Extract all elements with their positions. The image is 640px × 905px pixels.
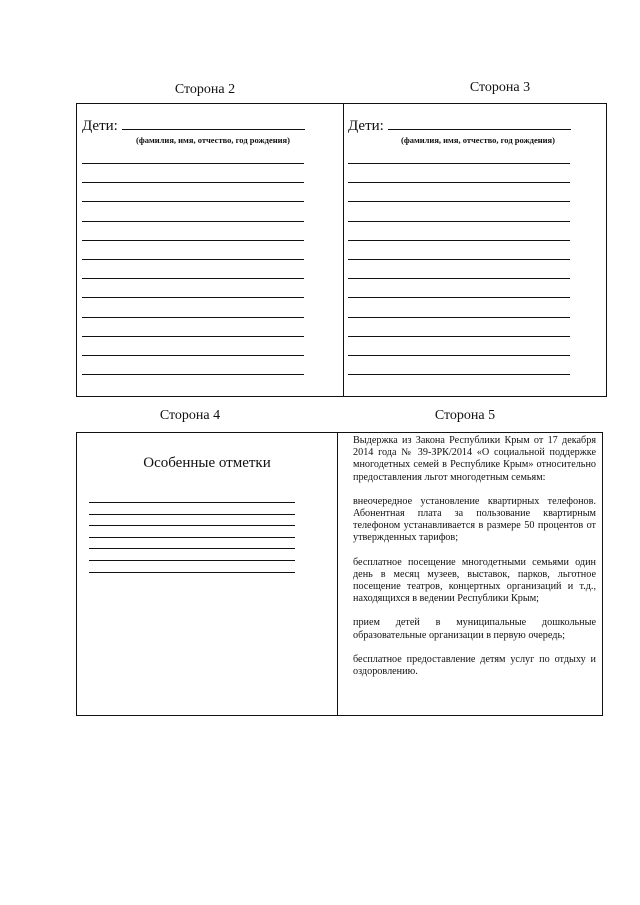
writing-line xyxy=(89,572,295,573)
writing-line xyxy=(82,221,304,222)
writing-line xyxy=(89,502,295,503)
writing-line xyxy=(82,278,304,279)
writing-line xyxy=(89,537,295,538)
side-label-2: Сторона 2 xyxy=(174,82,236,97)
children-label: Дети: xyxy=(82,118,118,134)
excerpt-item: прием детей в муниципальные дошкольные образовательные организации в первую очередь; xyxy=(353,617,596,641)
writing-line xyxy=(82,163,304,164)
writing-line xyxy=(348,259,570,260)
writing-line xyxy=(82,297,304,298)
writing-line xyxy=(82,259,304,260)
side-label-5: Сторона 5 xyxy=(434,408,496,423)
writing-line xyxy=(89,525,295,526)
side-label-3: Сторона 3 xyxy=(469,80,531,95)
panel-side-5 xyxy=(337,433,604,715)
writing-line xyxy=(82,336,304,337)
writing-line xyxy=(89,548,295,549)
panel-side-2 xyxy=(77,104,343,396)
excerpt-item: бесплатное предоставление детям услуг по отдыху и оздоровлению. xyxy=(353,653,596,678)
children-hint: (фамилия, имя, отчество, год рождения) xyxy=(401,135,555,145)
excerpt-item: бесплатное посещение многодетными семьями один день в месяц музеев, выставок, парков, льготное посещение театров, концертных организаций и т.д., находящихся в ведении Республики Крым; xyxy=(353,556,596,605)
card-sides-2-3 xyxy=(76,103,607,397)
writing-line xyxy=(82,201,304,202)
writing-line xyxy=(348,221,570,222)
writing-line xyxy=(89,560,295,561)
children-name-underline xyxy=(388,128,571,130)
notes-title: Особенные отметки xyxy=(143,455,271,471)
card-sides-4-5 xyxy=(76,432,603,716)
panel-side-4 xyxy=(77,433,337,715)
writing-line xyxy=(82,240,304,241)
writing-line xyxy=(348,278,570,279)
excerpt-intro: Выдержка из Закона Республики Крым от 17 декабря 2014 года № 39-ЗРК/2014 «О социальной поддержке многодетных семей в Республике Крым» относительно предоставления льгот многодетным семьям: xyxy=(353,435,596,483)
children-hint: (фамилия, имя, отчество, год рождения) xyxy=(136,135,290,145)
writing-line xyxy=(348,201,570,202)
writing-line xyxy=(348,355,570,356)
writing-line xyxy=(82,374,304,375)
children-label: Дети: xyxy=(348,118,384,134)
writing-line xyxy=(82,317,304,318)
side-label-4: Сторона 4 xyxy=(159,408,221,423)
writing-line xyxy=(348,163,570,164)
writing-line xyxy=(82,355,304,356)
children-name-underline xyxy=(122,128,305,130)
writing-line xyxy=(348,374,570,375)
writing-line xyxy=(348,336,570,337)
panel-side-3 xyxy=(343,104,608,396)
excerpt-item: внеочередное установление квартирных телефонов. Абонентная плата за пользование квартирным телефоном устанавливается в размере 50 процентов от утвержденных тарифов; xyxy=(353,495,596,544)
writing-line xyxy=(89,514,295,515)
writing-line xyxy=(348,240,570,241)
writing-line xyxy=(348,317,570,318)
law-excerpt xyxy=(353,435,596,690)
writing-line xyxy=(348,182,570,183)
writing-line xyxy=(82,182,304,183)
children-heading xyxy=(82,118,305,135)
writing-line xyxy=(348,297,570,298)
children-heading xyxy=(348,118,571,135)
